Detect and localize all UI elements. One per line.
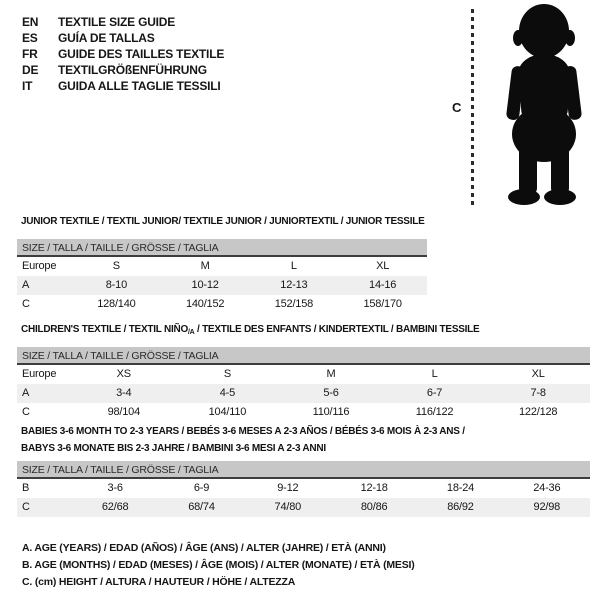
table-cell: 10-12: [191, 279, 219, 291]
baby-figure-block: [440, 0, 600, 212]
table-row-europe: [17, 257, 427, 276]
table-cell: 128/140: [97, 298, 136, 310]
table-cell: S: [112, 260, 120, 272]
footnotes: [22, 540, 415, 591]
row-label: C: [22, 406, 30, 418]
table-cell: 18-24: [446, 482, 475, 494]
height-measure-dotted-line: [471, 9, 474, 207]
babies-title-line2: BABYS 3-6 MONATE BIS 2-3 JAHRE / BAMBINI 3-6 MESI A 2-3 ANNI: [21, 443, 326, 454]
table-cell: 6-9: [193, 482, 210, 494]
table-cell: 98/104: [107, 406, 141, 418]
table-cell: 80/86: [360, 501, 388, 513]
table-cell: 5-6: [323, 387, 339, 399]
table-cell: 104/110: [208, 406, 247, 418]
table-cell: 86/92: [447, 501, 474, 513]
size-header-bar: SIZE / TALLA / TAILLE / GRÖSSE / TAGLIA: [17, 347, 590, 365]
lang-code: DE: [22, 63, 39, 77]
children-section-title: [21, 324, 479, 336]
lang-code: FR: [22, 47, 38, 61]
row-label: A: [22, 387, 30, 399]
lang-label: GUÍA DE TALLAS: [58, 31, 155, 45]
table-cell: 8-10: [105, 279, 127, 291]
table-cell: L: [290, 260, 297, 272]
lang-row-de: [22, 62, 224, 78]
junior-size-table: [17, 239, 427, 314]
children-title-suffix: / TEXTILE DES ENFANTS / KINDERTEXTIL / BAMBINI TESSILE: [194, 324, 480, 335]
size-header-bar: SIZE / TALLA / TAILLE / GRÖSSE / TAGLIA: [17, 461, 590, 479]
table-cell: 74/80: [274, 501, 302, 513]
table-cell: M: [326, 368, 336, 380]
table-row-c: [17, 403, 590, 422]
table-cell: 158/170: [363, 298, 402, 310]
table-cell: XS: [116, 368, 131, 380]
table-cell: 12-18: [360, 482, 388, 494]
table-row-a: [17, 276, 427, 295]
table-cell: 3-4: [116, 387, 132, 399]
table-cell: L: [431, 368, 438, 380]
table-cell: 14-16: [369, 279, 397, 291]
table-cell: 24-36: [533, 482, 561, 494]
children-title-prefix: CHILDREN'S TEXTILE / TEXTIL NIÑO: [21, 324, 188, 335]
language-guide: [22, 14, 224, 94]
babies-size-table: [17, 461, 590, 517]
table-cell: 68/74: [188, 501, 215, 513]
babies-title-line1: BABIES 3-6 MONTH TO 2-3 YEARS / BEBÉS 3-6 MESES A 2-3 AÑOS / BÉBÉS 3-6 MOIS À 2-3 ANS /: [21, 426, 465, 437]
lang-row-fr: [22, 46, 224, 62]
table-cell: 110/116: [312, 406, 350, 418]
table-cell: 62/68: [101, 501, 129, 513]
table-cell: 4-5: [219, 387, 236, 399]
table-cell: 9-12: [277, 482, 299, 494]
table-row-europe: [17, 365, 590, 384]
height-c-label: C: [452, 100, 462, 115]
lang-label: TEXTILGRÖßENFÜHRUNG: [58, 63, 207, 77]
children-size-table: [17, 347, 590, 422]
lang-label: GUIDE DES TAILLES TEXTILE: [58, 47, 225, 61]
table-row-a: [17, 384, 590, 403]
table-row-c: [17, 498, 590, 517]
lang-code: EN: [22, 15, 39, 29]
row-label: A: [22, 279, 30, 291]
children-title-sub: /A: [187, 329, 195, 336]
table-cell: 152/158: [274, 298, 314, 310]
table-cell: 3-6: [107, 482, 123, 494]
table-cell: M: [200, 260, 210, 272]
row-label: B: [22, 482, 30, 494]
lang-row-en: [22, 14, 224, 30]
footnote-b: B. AGE (MONTHS) / EDAD (MESES) / ÂGE (MOIS) / ALTER (MONATE) / ETÀ (MESI): [22, 559, 415, 571]
table-cell: 116/122: [415, 406, 454, 418]
lang-row-it: [22, 78, 224, 94]
babies-section-title: [21, 423, 465, 457]
row-label: Europe: [22, 260, 57, 272]
lang-code: ES: [22, 31, 38, 45]
size-header-bar: SIZE / TALLA / TAILLE / GRÖSSE / TAGLIA: [17, 239, 427, 257]
footnote-c: C. (cm) HEIGHT / ALTURA / HAUTEUR / HÖHE / ALTEZZA: [22, 576, 296, 588]
row-label: Europe: [22, 368, 57, 380]
table-cell: 140/152: [185, 298, 225, 310]
row-label: C: [22, 501, 30, 513]
table-row-b: [17, 479, 590, 498]
junior-section-title: JUNIOR TEXTILE / TEXTIL JUNIOR/ TEXTILE JUNIOR / JUNIORTEXTIL / JUNIOR TESSILE: [21, 216, 425, 227]
lang-code: IT: [22, 79, 33, 93]
row-label: C: [22, 298, 30, 310]
lang-label: TEXTILE SIZE GUIDE: [58, 15, 176, 29]
footnote-a: A. AGE (YEARS) / EDAD (AÑOS) / ÂGE (ANS) / ALTER (JAHRE) / ETÀ (ANNI): [22, 542, 386, 554]
table-cell: 12-13: [280, 279, 308, 291]
table-row-c: [17, 295, 427, 314]
table-cell: 122/128: [518, 406, 558, 418]
table-cell: S: [223, 368, 231, 380]
table-cell: XL: [531, 368, 545, 380]
table-cell: 6-7: [426, 387, 443, 399]
table-cell: 92/98: [533, 501, 561, 513]
table-cell: XL: [376, 260, 390, 272]
lang-label: GUIDA ALLE TAGLIE TESSILI: [58, 79, 221, 93]
standing-baby-silhouette-icon: [482, 2, 600, 208]
lang-row-es: [22, 30, 224, 46]
table-cell: 7-8: [530, 387, 546, 399]
